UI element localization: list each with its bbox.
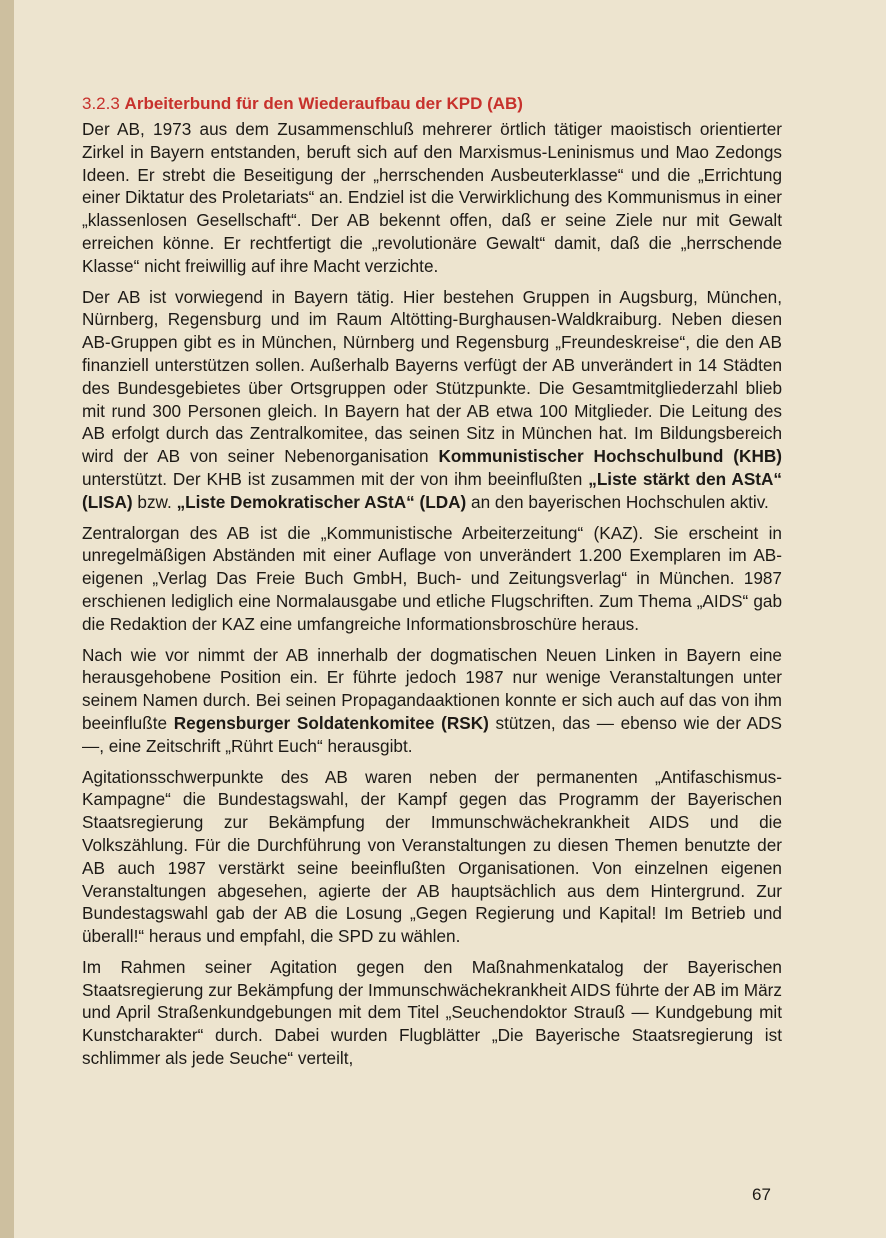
section-number: 3.2.3	[82, 94, 120, 113]
paragraph-5: Agitationsschwerpunkte des AB waren neben der permanenten „Antifaschismus-Kampagne“ die Bundestagswahl, der Kampf gegen das Programm der Bayerischen Staatsregierung zur Bekämpfung der Immunschwächekrankheit AIDS und die Volkszählung. Für die Durchführung von Veranstaltungen zu diesen Themen benutzte der AB auch 1987 verstärkt seine beeinflußten Organisationen. Von einzelnen eigenen Veranstaltungen abgesehen, agierte der AB hauptsächlich aus dem Hintergrund. Zur Bundestagswahl gab der AB die Losung „Gegen Regierung und Kapital! Im Betrieb und überall!“ heraus und empfahl, die SPD zu wählen.	[82, 766, 782, 947]
emphasized-org-name: „Liste stärkt den AStA“ (LISA)	[82, 468, 783, 512]
paragraph-6: Im Rahmen seiner Agitation gegen den Maßnahmenkatalog der Bayerischen Staatsregierung zur Bekämpfung der Immunschwächekrankheit AIDS führte der AB im März und April Straßenkundgebungen mit dem Titel „Seuchendoktor Strauß — Kundgebung mit Kunstcharakter“ durch. Dabei wurden Flugblätter „Die Bayerische Staatsregierung ist schlimmer als jede Seuche“ verteilt,	[82, 956, 782, 1069]
paragraph-2: Der AB ist vorwiegend in Bayern tätig. Hier bestehen Gruppen in Augsburg, München, Nürnberg, Regensburg und im Raum Altötting-Burghausen-Waldkraiburg. Neben diesen AB-Gruppen gibt es in München, Nürnberg und Regensburg „Freundeskreise“, die den AB finanziell unterstützen sollen. Außerhalb Bayerns verfügt der AB unverändert in 14 Städten des Bundesgebietes über Ortsgruppen oder Stützpunkte. Die Gesamtmitgliederzahl blieb mit rund 300 Personen gleich. In Bayern hat der AB etwa 100 Mitglieder. Die Leitung des AB erfolgt durch das Zentralkomitee, das seinen Sitz in München hat. Im Bildungsbereich wird der AB von seiner Nebenorganisation Kommunistischer Hochschulbund (KHB) unterstützt. Der KHB ist zusammen mit der von ihm beeinflußten „Liste stärkt den AStA“ (LISA) bzw. „Liste Demokratischer AStA“ (LDA) an den bayerischen Hochschulen aktiv.	[82, 286, 783, 512]
paragraph-4: Nach wie vor nimmt der AB innerhalb der dogmatischen Neuen Linken in Bayern eine herausgehobene Position ein. Er führte jedoch 1987 nur wenige Veranstaltungen unter seinem Namen durch. Bei seinen Propagandaaktionen konnte er sich auch auf das von ihm beeinflußte Regensburger Soldatenkomitee (RSK) stützen, das — ebenso wie der ADS —, eine Zeitschrift „Rührt Euch“ herausgibt.	[82, 644, 782, 756]
page-number: 67	[752, 1185, 771, 1204]
section-title: Arbeiterbund für den Wiederaufbau der KPD (AB)	[124, 94, 523, 113]
emphasized-org-name: „Liste Demokratischer AStA“ (LDA)	[176, 491, 467, 512]
emphasized-org-name: Regensburger Soldatenkomitee (RSK)	[173, 712, 489, 733]
emphasized-org-name: Kommunistischer Hochschulbund (KHB)	[438, 446, 782, 467]
section-heading	[82, 92, 782, 115]
paragraph-1: Der AB, 1973 aus dem Zusammenschluß mehrerer örtlich tätiger maoistisch orientierter Zirkel in Bayern entstanden, beruft sich auf den Marxismus-Leninismus und Mao Zedongs Ideen. Er strebt die Beseitigung der „herrschenden Ausbeuterklasse“ und die „Errichtung einer Diktatur des Proletariats“ an. Endziel ist die Verwirklichung des Kommunismus in einer „klassenlosen Gesellschaft“. Der AB bekennt offen, daß er seine Ziele nur mit Gewalt erreichen könne. Er rechtfertigt die „revolutionäre Gewalt“ damit, daß die „herrschende Klasse“ nicht freiwillig auf ihre Macht verzichte.	[82, 119, 782, 276]
page-content	[82, 92, 782, 1078]
paragraph-3: Zentralorgan des AB ist die „Kommunistische Arbeiterzeitung“ (KAZ). Sie erscheint in unregelmäßigen Abständen mit einer Auflage von unverändert 1.200 Exemplaren im AB-eigenen „Verlag Das Freie Buch GmbH, Buch- und Zeitungsverlag“ in München. 1987 erschienen lediglich eine Normalausgabe und etliche Flugschriften. Zum Thema „AIDS“ gab die Redaktion der KAZ eine umfangreiche Informationsbroschüre heraus.	[82, 522, 782, 634]
